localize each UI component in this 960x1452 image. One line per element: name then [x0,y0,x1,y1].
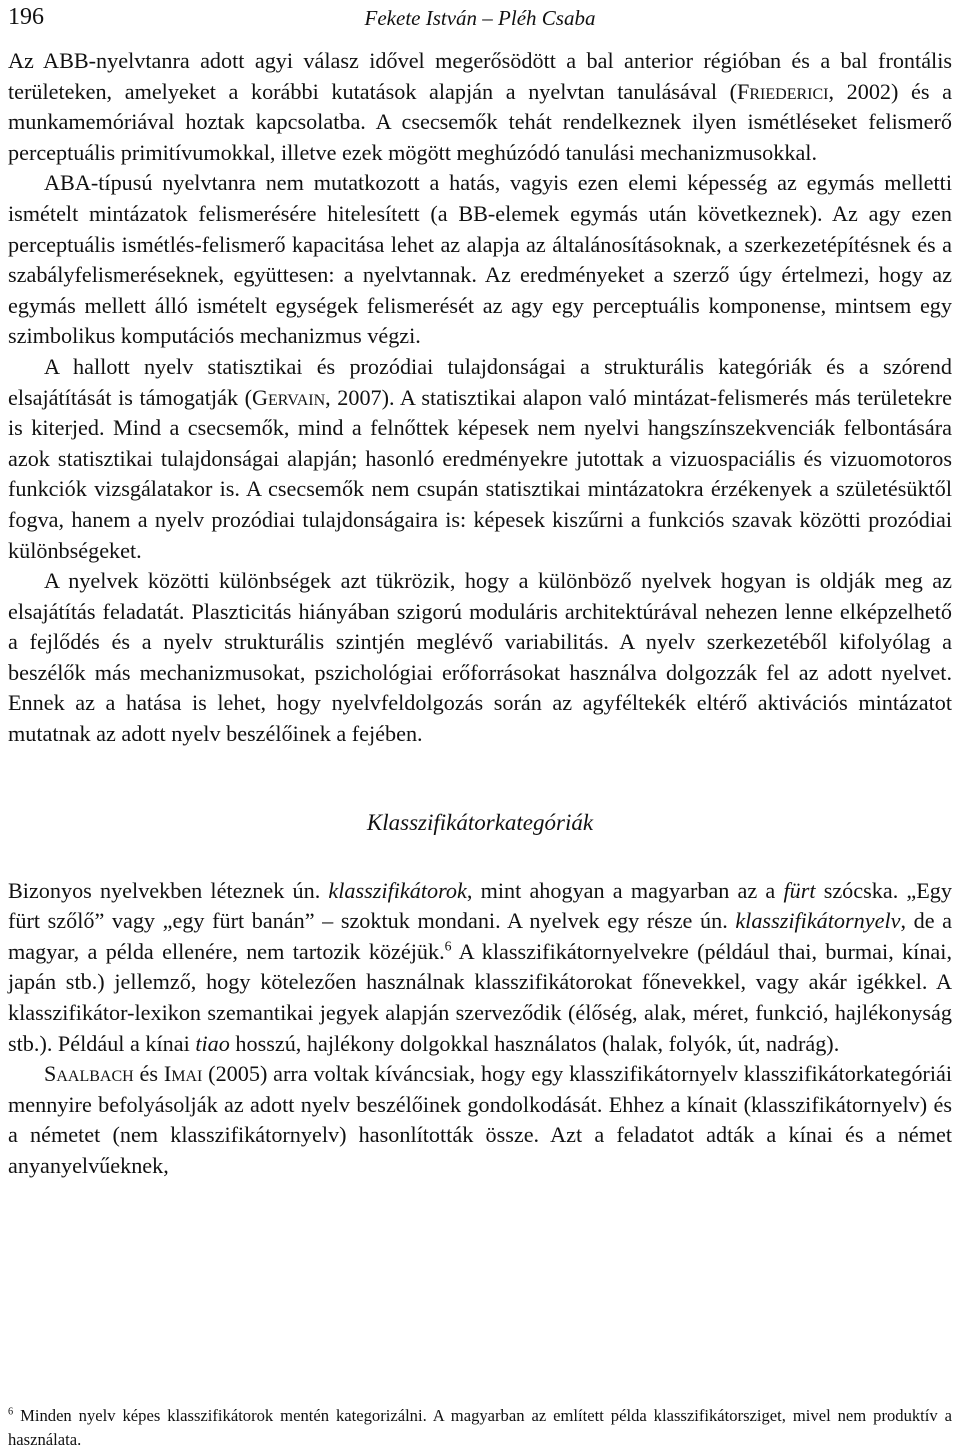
paragraph-5-text-d: , de a magyar, a példa ellenére, nem tartozik közéjük. [8,908,952,964]
paragraph-1-text-a: Az ABB-nyelvtanra adott agyi válasz idővel megerősödött a bal anterior régióban és a bal frontális területeken, amelyeket a korábbi kutatások alapján a nyelvtan tanulásával ( [8,48,952,104]
citation-gervain: Gervain [252,384,326,410]
citation-friederici: Friederici [737,78,829,104]
paragraph-6-text-b: (2005) arra voltak kíváncsiak, hogy egy klasszifikátornyelv klasszifikátorkategóriái mennyire befolyásolják az adott nyelv beszélőinek gondolkodását. Ehhez a kínait (klasszifikátornyelv) és a németet (nem klasszifikátornyelv) hasonlították össze. Azt a feladatot adták a kínai és a német anyanyelvűeknek, [8,1061,952,1178]
footnote-number: 6 [8,1406,14,1418]
paragraph-1-text-b: , 2002) és a munkamemóriával hoztak kapcsolatba. A csecsemők tehát rendelkeznek ilyen ismétléseket felismerő perceptuális primitívumokkal, illetve ezek mögött meghúzódó tanulási mechanizmusokkal. [8,78,952,165]
paragraph-1 [8,46,952,168]
term-klasszifikatorok: klasszifikátorok [328,877,467,903]
term-furt: fürt [783,877,816,903]
paragraph-5-text-e: A klasszifikátornyelvekre (például thai, burmai, kínai, japán stb.) jellemző, hogy kötelezően használnak klasszifikátorokat főnevekkel, vagy akár igékkel. A klasszifikátor-lexikon szemantikai jegyek alapján szerveződik (élőség, alak, méret, funkció, hajlékonyság stb.). Például a kínai [8,938,952,1056]
body-text [8,46,952,1182]
paragraph-6-text-a: és [133,1061,164,1087]
footnote-text: Minden nyelv képes klasszifikátorok mentén kategorizálni. A magyarban az említett példa klasszifikátorsziget, mivel nem produktív a használata. [8,1406,953,1449]
paragraph-3-text-a: A hallott nyelv statisztikai és prozódiai tulajdonságai a strukturális kategóriák és a szórend elsajátítását is támogatják ( [8,353,952,410]
paragraph-4: A nyelvek közötti különbségek azt tükrözik, hogy a különböző nyelvek hogyan is oldják meg az elsajátítás feladatát. Plaszticitás hiányában szigorú moduláris architektúrával nehezen lenne elképzelhető a fejlődés és a nyelv strukturális szintjén meglévő variabilitás. A nyelv szerkezetéből kifolyólag a beszélők más mechanizmusokat, pszichológiai erőforrásokat használva dolgozzák fel az adott nyelvet. Ennek az a hatása is lehet, hogy nyelvfeldolgozás során az agyféltekék eltérő aktivációs mintázatot mutatnak az adott nyelv beszélőinek a fejében. [8,568,952,747]
section-heading: Klasszifikátorkategóriák [366,809,594,835]
paragraph-3 [8,352,952,566]
paragraph-5-text-a: Bizonyos nyelvekben léteznek ún. [8,877,329,903]
footnote [8,1404,952,1452]
term-tiao: tiao [195,1030,230,1056]
footnote-reference[interactable]: 6 [444,938,452,954]
paragraph-2: ABA-típusú nyelvtanra nem mutatkozott a hatás, vagyis ezen elemi képesség az egymás melletti ismételt mintázatok felismerésére hitelesített (a BB-elemek egymás után következnek). Az agy ezen perceptuális ismétlés-felismerő kapacitása lehet az alapja az általánosításoknak, a szerkezetépítésnek és a szabályfelismeréseknek, együttesen: a nyelvtannak. Az eredményeket a szerző úgy értelmezi, hogy az egymás mellett álló ismételt egységek felismerését az agy egy perceptuális komponense, mintsem egy szimbolikus komputációs mechanizmus végzi. [8,170,952,349]
page-number: 196 [8,4,44,30]
paragraph-5 [8,876,952,1060]
paragraph-5-text-f: hosszú, hajlékony dolgokkal használatos (halak, folyók, út, nadrág). [229,1030,840,1056]
running-head: Fekete István – Pléh Csaba [364,6,596,30]
paragraph-5-text-c: szócska. „Egy fürt szőlő” vagy „egy fürt banán” – szoktuk mondani. A nyelvek egy része ún. [8,877,952,934]
citation-saalbach: Saalbach [44,1061,134,1087]
page-header [8,4,952,30]
paragraph-5-text-b: , mint ahogyan a magyarban az a [466,877,784,903]
citation-imai: Imai [163,1061,203,1087]
paragraph-6 [8,1059,952,1181]
term-klasszifikatornyelv: klasszifikátornyelv [735,908,901,934]
paragraph-3-text-b: , 2007). A statisztikai alapon való mintázat-felismerés más területekre is kiterjed. Mind a csecsemők, mind a felnőttek képesek nem nyelvi hangszínszekvenciák felbontására azok statisztikai tulajdonságai alapján; hasonló eredményekre jutottak a vizuospaciális és vizuomotoros funkciók vizsgálatakor is. A csecsemők nem csupán statisztikai mintázatokra érzékenyek a születésüktől fogva, hanem a nyelv prozódiai tulajdonságaira is: képesek kiszűrni a funkciós szavak közötti prozódiai különbségeket. [8,384,952,563]
